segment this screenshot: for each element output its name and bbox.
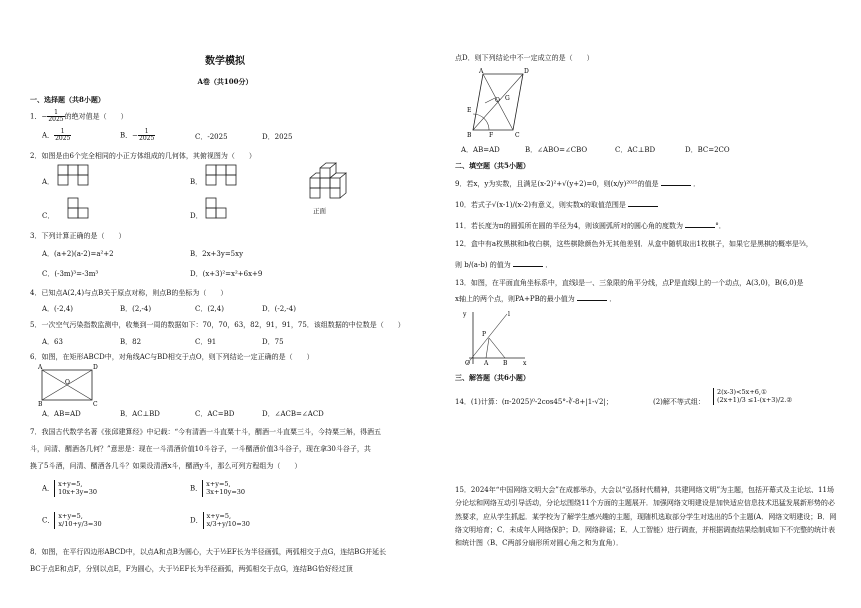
q6-label-c: C — [93, 401, 98, 408]
q6-option-d[interactable]: D．∠ACB=∠ACD — [262, 410, 324, 418]
q12-line2: 则 b/(a-b) 的值为 ． — [455, 261, 553, 269]
q7-line2: 斗，问清、醑酒各几何？”意思是：现在一斗清酒价值10斗谷子，一斗醑酒价值3斗谷子，现在拿30斗谷子，共 — [30, 445, 371, 453]
q4-option-c[interactable]: C．(2,4) — [195, 305, 224, 313]
q5-option-d[interactable]: D．75 — [262, 338, 284, 346]
q4-option-b[interactable]: B．(2,-4) — [120, 305, 152, 313]
page-title: 数学模拟 — [205, 56, 245, 67]
q8-option-d[interactable]: D．BC=2CO — [685, 146, 730, 154]
right-column — [455, 0, 840, 608]
q13-label-b: B — [503, 360, 508, 367]
q1-stem: 1．− $\frac{1}{2025}$ 的绝对值是（ ） — [30, 109, 128, 123]
q4-option-d[interactable]: D．(-2,-4) — [262, 305, 296, 313]
q2-front-label: 正面 — [313, 207, 326, 215]
q7-option-d[interactable]: D．x+y=5, x/3+y/10=30 — [190, 512, 250, 529]
q5-option-b[interactable]: B．82 — [120, 338, 142, 346]
q1-option-a[interactable]: A． $\frac{1}{2025}$ — [42, 128, 71, 142]
q1-option-c[interactable]: C．-2025 — [195, 133, 228, 141]
q2-option-c[interactable]: C． — [42, 212, 55, 220]
q14-part1: 14．(1)计算：(π-2025)⁰-2cos45°-∛-8+|1-√2|； — [455, 398, 613, 406]
q13-label-y: y — [463, 311, 467, 318]
section2-heading: 二、填空题（共5小题） — [455, 161, 530, 170]
q4-stem: 4．已知点A(2,4)与点B关于原点对称，则点B的坐标为（ ） — [30, 289, 228, 297]
q13-label-l: l — [508, 311, 510, 318]
q14-part2: (2)解不等式组： — [653, 398, 705, 406]
q2-figure-c — [56, 196, 96, 226]
q7-option-c[interactable]: C．x+y=5, x/10+y/3=30 — [42, 512, 102, 529]
q13-line2: x轴上的两个点，则PA+PB的最小值为 ． — [455, 295, 617, 303]
q9-stem: 9．若x，y为实数，且满足(x-2)²+√(y+2)=0，则(x/y)²⁰²⁵的值是 ． — [455, 180, 701, 188]
q8-option-b[interactable]: B．∠ABO=∠CBO — [525, 146, 588, 154]
q2-stem: 2．如图是由6个完全相同的小正方体组成的几何体，其俯视图为（ ） — [30, 152, 256, 160]
q7-line3: 换了5斗酒，问清、醑酒各几斗？如果设清酒x斗，醑酒y斗，那么可列方程组为（ ） — [30, 462, 302, 470]
q8-label-b: B — [467, 132, 472, 139]
q10-stem: 10．若式子√(x-1)/(x-2)有意义，则实数x的取值范围是 — [455, 201, 658, 210]
q13-coordinate-figure — [459, 308, 529, 366]
q3-option-d[interactable]: D．(x+3)²=x²+6x+9 — [190, 270, 263, 278]
q13-answer-blank[interactable] — [577, 300, 607, 301]
section1-heading: 一、选择题（共8小题） — [30, 95, 105, 104]
section3-heading: 三、解答题（共6小题） — [455, 373, 530, 382]
q8-label-d: D — [524, 68, 529, 75]
q8-option-a[interactable]: A．AB=AD — [461, 146, 500, 154]
q2-figure-d — [204, 196, 244, 226]
q7-line1: 7．我国古代数学名著《张邱建算经》中记载：“今有清酒一斗直粟十斗，醑酒一斗直粟三斗，今持粟三斛，得酒五 — [30, 428, 382, 436]
q2-option-b[interactable]: B． — [190, 178, 203, 186]
q2-figure-a — [56, 164, 96, 189]
q6-option-a[interactable]: A．AB=AD — [42, 410, 81, 418]
q5-stem: 5．一次空气污染指数监测中，收集到一周的数据如下：70，70，63，82，91，91，75．该组数据的中位数是（ ） — [30, 321, 405, 329]
q8-line2: BC于点E和点F，分别以点E，F为圆心，大于½EF长为半径画弧，两弧相交于点G，连结BG恰好经过顶 — [30, 565, 353, 573]
q8-option-c[interactable]: C．AC⊥BD — [615, 146, 656, 154]
q3-option-b[interactable]: B．2x+3y=5xy — [190, 250, 244, 258]
q7-option-b[interactable]: B．x+y=5, 3x+10y=30 — [190, 480, 246, 497]
q6-label-a: A — [38, 364, 43, 371]
q13-label-x: x — [523, 360, 527, 367]
q1-option-d[interactable]: D．2025 — [262, 133, 293, 141]
q2-option-d[interactable]: D． — [190, 212, 203, 220]
q8-label-f: F — [489, 132, 494, 139]
q1-option-b[interactable]: B．− $\frac{1}{2025}$ — [120, 128, 155, 142]
q7-option-a[interactable]: A．x+y=5, 10x+3y=30 — [42, 480, 97, 497]
q3-stem: 3．下列计算正确的是（ ） — [30, 232, 126, 240]
q12-answer-blank[interactable] — [513, 266, 543, 267]
q2-option-a[interactable]: A． — [42, 178, 55, 186]
q13-line1: 13．如图，在平面直角坐标系中，直线l是一、三象限的角平分线，点P是直线l上的一个动点，A(3,0)，B(6,0)是 — [455, 279, 804, 287]
q5-option-a[interactable]: A．63 — [42, 338, 63, 346]
q14-inequality-system: 2(x-3)<5x+6,① (2x+1)/3 ≤1-(x+3)/2.② — [713, 388, 792, 405]
q13-label-p: P — [482, 331, 487, 338]
q6-label-o: O — [65, 379, 70, 386]
q8-tail: 点D．则下列结论中不一定成立的是（ ） — [455, 54, 594, 62]
q8-label-e: E — [467, 107, 472, 114]
left-column — [30, 0, 420, 608]
q8-label-a: A — [479, 68, 484, 75]
paper-subtitle: A卷（共100分） — [197, 77, 253, 86]
q11-stem: 11．若长度为π的圆弧所在圆的半径为4，则该圆弧所对的圆心角的度数为 °． — [455, 222, 726, 230]
q6-stem: 6．如图，在矩形ABCD中，对角线AC与BD相交于点O，则下列结论一定正确的是（ ） — [30, 353, 314, 361]
q13-label-o: O — [465, 360, 470, 367]
q9-answer-blank[interactable] — [661, 185, 691, 186]
q3-option-a[interactable]: A．(a+2)(a-2)=a²+2 — [42, 250, 114, 258]
q2-figure-b — [204, 164, 244, 189]
q13-label-a: A — [484, 360, 489, 367]
q12-line1: 12．盒中有a枚黑棋和b枚白棋，这些棋除颜色外无其他差别．从盒中随机取出1枚棋子，如果它是黑棋的概率是⅔， — [455, 240, 813, 248]
q8-label-c: C — [515, 132, 520, 139]
q15-text: 15．2024年“中国网络文明大会”在成都举办，大会以“弘扬时代精神，共建网络文明”为主题，包括开幕式及主论坛、11场分论坛和网络互动引导活动，分论坛围绕11个方面的主题展开．加强网络文明建设是加快适应信息技术迅猛发展新形势的必然要求，应从学生抓起．某学校为了解学生感兴趣的主题，现随机选取部分学生对选出的5个主题(A．网络文明建设；B．网络文明培育；C．未成年人网络保护；D．网络辟谣；E．人工智能）进行调查，并根据调查结果绘制成如下不完整的统计表和统计图（B、C两部分扇形所对圆心角之和为直角）． — [455, 486, 837, 548]
q2-cube-figure — [308, 160, 358, 205]
q6-label-d: D — [93, 364, 98, 371]
q8-label-g: G — [505, 95, 510, 102]
q6-rectangle-figure — [38, 364, 98, 406]
q5-option-c[interactable]: C．91 — [195, 338, 217, 346]
q10-answer-blank[interactable] — [628, 206, 658, 207]
q8-label-o: O — [495, 97, 500, 104]
q6-label-b: B — [38, 401, 43, 408]
q3-option-c[interactable]: C．(-3m)³=-3m³ — [42, 270, 99, 278]
q6-option-c[interactable]: C．AC=BD — [195, 410, 235, 418]
q8-line1: 8．如图，在平行四边形ABCD中，以点A和点B为圆心，大于½EF长为半径画弧，两弧相交于点G，连结BG并延长 — [30, 548, 387, 556]
q4-option-a[interactable]: A．(-2,4) — [42, 305, 74, 313]
q6-option-b[interactable]: B．AC⊥BD — [120, 410, 160, 418]
q8-parallelogram-figure — [461, 68, 541, 138]
q11-answer-blank[interactable] — [685, 227, 715, 228]
